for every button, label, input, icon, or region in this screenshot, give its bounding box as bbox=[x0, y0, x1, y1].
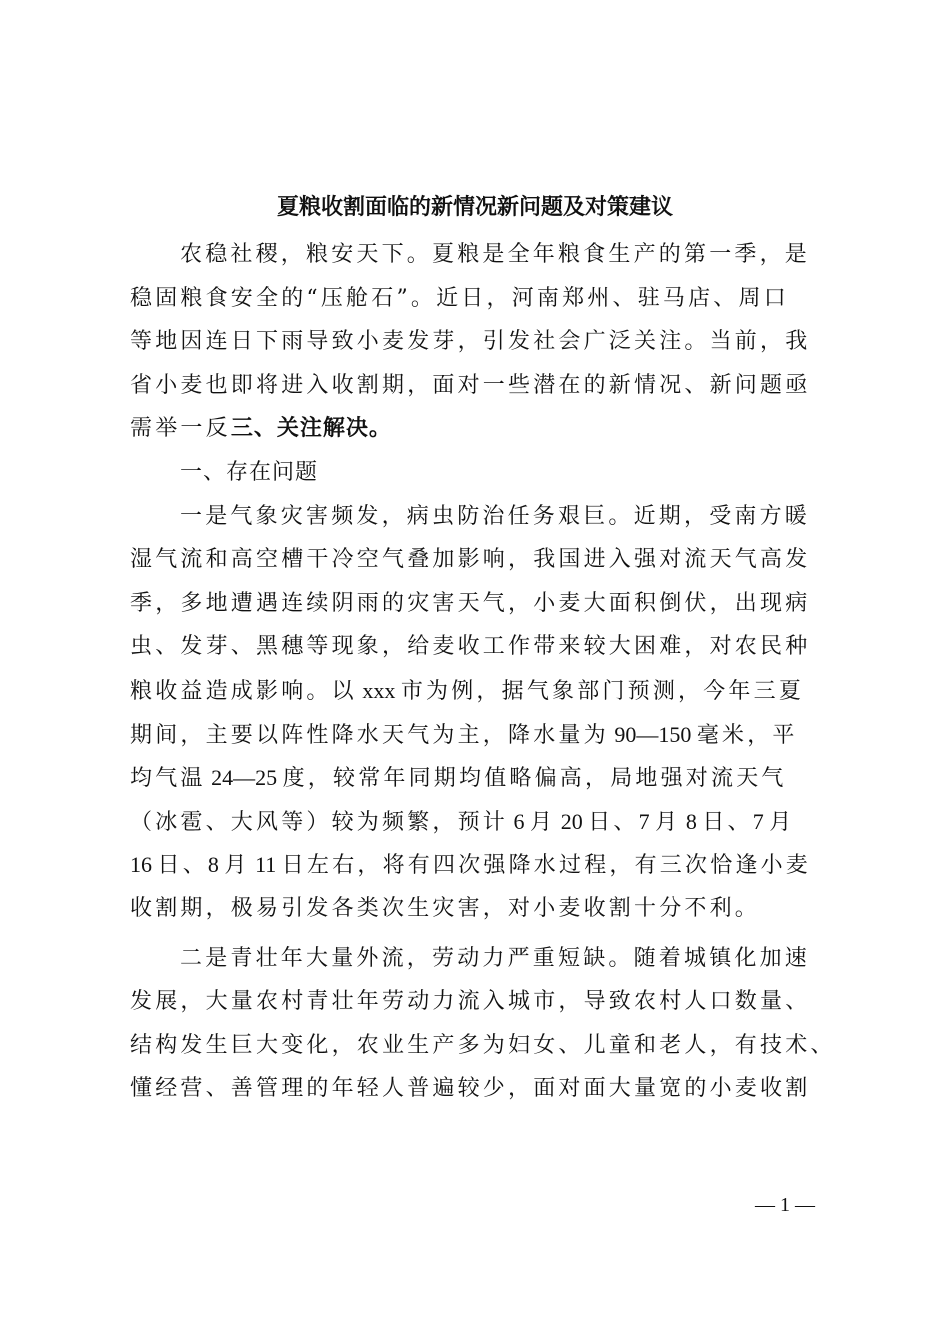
text-line bbox=[130, 407, 832, 451]
latin-run: 7 bbox=[752, 808, 770, 834]
paragraph-weather-disasters bbox=[130, 495, 832, 931]
text-run: 市为例，据气象部门预测，今年三夏 bbox=[400, 678, 805, 704]
latin-run: 11 bbox=[249, 852, 282, 878]
document-title: 夏粮收割面临的新情况新问题及对策建议 bbox=[276, 194, 673, 220]
latin-run: 7 bbox=[638, 808, 656, 834]
text-line: 发展，大量农村青壮年劳动力流入城市，导致农村人口数量、 bbox=[130, 989, 811, 1015]
text-run: 月 bbox=[655, 809, 681, 835]
page-number: — 1 — bbox=[755, 1194, 815, 1216]
text-line: 季，多地遭遇连续阴雨的灾害天气，小麦大面积倒伏，出现病 bbox=[130, 590, 811, 616]
text-run: 毫米，平 bbox=[696, 722, 798, 748]
text-line: 农稳社稷，粮安天下。夏粮是全年粮食生产的第一季，是 bbox=[180, 242, 811, 267]
latin-run: 6 bbox=[508, 808, 531, 834]
text-run: 均气温 bbox=[130, 766, 206, 792]
latin-run: 24—25 bbox=[205, 765, 283, 791]
document-body bbox=[130, 233, 836, 1111]
text-run: 月 bbox=[530, 809, 556, 835]
text-line: 湿气流和高空槽干冷空气叠加影响，我国进入强对流天气高发 bbox=[130, 547, 811, 573]
text-run: （冰雹、大风等）较为频繁，预计 bbox=[130, 809, 509, 835]
latin-run: 90—150 bbox=[608, 721, 697, 747]
text-run: 粮收益造成影响。以 bbox=[130, 678, 357, 704]
latin-run: 16 bbox=[130, 852, 158, 878]
intro-paragraph bbox=[130, 233, 832, 451]
bold-text-run: 三、关注解决。 bbox=[230, 416, 392, 442]
section-heading: 一、存在问题 bbox=[180, 459, 319, 485]
text-run: 日、 bbox=[702, 809, 753, 835]
text-line: 二是青壮年大量外流，劳动力严重短缺。随着城镇化加速 bbox=[180, 945, 811, 971]
text-line: 一是气象灾害频发，病虫防治任务艰巨。近期，受南方暖 bbox=[180, 503, 811, 529]
latin-run: 20 bbox=[555, 808, 589, 834]
text-line bbox=[130, 843, 832, 887]
text-run: 期间，主要以阵性降水天气为主，降水量为 bbox=[130, 722, 609, 748]
text-line bbox=[130, 800, 832, 844]
text-line: 等地因连日下雨导致小麦发芽，引发社会广泛关注。当前，我 bbox=[130, 329, 811, 355]
text-run: 月 bbox=[224, 853, 250, 879]
text-run: 需举一反 bbox=[130, 416, 231, 442]
text-run: 日、 bbox=[588, 809, 639, 835]
text-run: 日左右，将有四次强降水过程，有三次恰逢小麦 bbox=[281, 853, 811, 879]
paragraph-labor-shortage bbox=[130, 937, 836, 1111]
text-run: 度，较常年同期均值略偏高，局地强对流天气 bbox=[282, 766, 787, 792]
latin-run: 8 bbox=[680, 808, 703, 834]
text-run: 日、 bbox=[157, 853, 208, 879]
text-line: 收割期，极易引发各类次生灾害，对小麦收割十分不利。 bbox=[130, 895, 761, 921]
text-line: 省小麦也即将进入收割期，面对一些潜在的新情况、新问题亟 bbox=[130, 372, 811, 398]
text-line: 结构发生巨大变化，农业生产多为妇女、儿童和老人，有技术、 bbox=[130, 1032, 836, 1058]
latin-run: xxx bbox=[356, 677, 401, 703]
text-line: 稳固粮食安全的“压舱石”。近日，河南郑州、驻马店、周口 bbox=[130, 285, 789, 311]
text-run: 月 bbox=[769, 809, 795, 835]
latin-run: 8 bbox=[207, 852, 225, 878]
text-line: 懂经营、善管理的年轻人普遍较少，面对面大量宽的小麦收割 bbox=[130, 1076, 811, 1102]
text-line bbox=[130, 713, 832, 757]
text-line bbox=[130, 669, 832, 713]
text-line: 虫、发芽、黑穗等现象，给麦收工作带来较大困难，对农民种 bbox=[130, 634, 811, 660]
text-line bbox=[130, 756, 832, 800]
